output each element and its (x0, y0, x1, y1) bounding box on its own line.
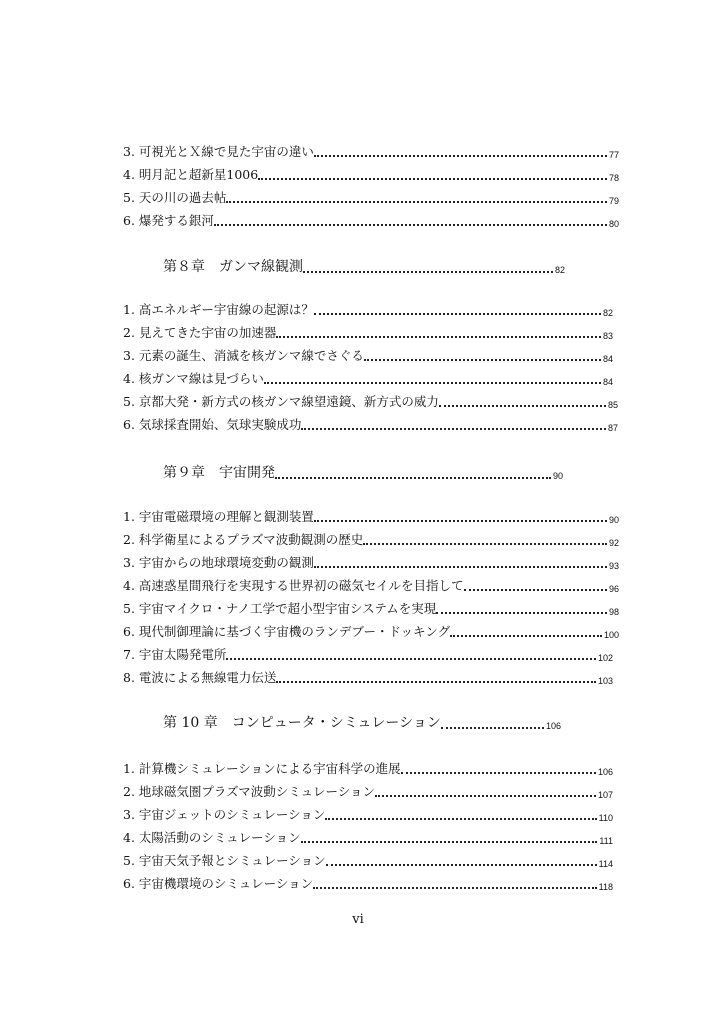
toc-entry (123, 211, 619, 229)
chapter-title: 第 10 章 コンピュータ・シミュレーション (163, 715, 441, 731)
toc-entry-label: 6. 宇宙機環境のシミュレーション (123, 876, 314, 891)
toc-entry-page: 102 (597, 653, 613, 663)
toc-entry-label: 1. 高エネルギー宇宙線の起源は？ (123, 302, 314, 317)
toc-entry (123, 507, 619, 525)
toc-entry-page: 79 (608, 196, 619, 206)
dot-leader (325, 818, 596, 820)
toc-entry-label: 4. 高速惑星間飛行を実現する世界初の磁気セイルを目指して (123, 578, 464, 593)
toc-entry-page: 100 (603, 630, 619, 640)
toc-entry-label: 6. 現代制御理論に基づく宇宙機のランデブー・ドッキング (123, 624, 451, 639)
toc-entry-page: 87 (607, 423, 618, 433)
toc-entry-page: 77 (608, 150, 619, 160)
dot-leader (401, 772, 596, 774)
dot-leader (214, 224, 607, 226)
toc-entry-label: 6. 爆発する銀河 (123, 213, 214, 228)
chapter-page: 106 (545, 721, 561, 731)
toc-entry-page: 92 (608, 538, 619, 548)
toc-entry-label: 5. 天の川の過去帖 (123, 190, 227, 205)
dot-leader (314, 566, 607, 568)
dot-leader (363, 543, 607, 545)
dot-leader (314, 155, 607, 157)
toc-entry (123, 782, 613, 800)
toc-entry-label: 4. 核ガンマ線は見づらい (123, 371, 264, 386)
toc-entry-page: 107 (597, 790, 613, 800)
toc-entry-page: 93 (608, 561, 619, 571)
toc-entry (123, 759, 613, 777)
toc-entry (123, 165, 619, 183)
toc-entry-label: 1. 計算機シミュレーションによる宇宙科学の進展 (123, 761, 401, 776)
toc-entry-label: 3. 可視光とＸ線で見た宇宙の違い (123, 144, 314, 159)
toc-entry-label: 3. 宇宙ジェットのシミュレーション (123, 807, 326, 822)
toc-entry-page: 96 (608, 584, 619, 594)
toc-entry-page: 90 (608, 515, 619, 525)
dot-leader (364, 359, 601, 361)
dot-leader (276, 336, 601, 338)
dot-leader (275, 477, 551, 479)
dot-leader (439, 405, 606, 407)
toc-entry-label: 5. 宇宙天気予報とシミュレーション (123, 853, 326, 868)
dot-leader (226, 658, 596, 660)
toc-entry-page: 106 (597, 767, 613, 777)
toc-entry (123, 668, 613, 686)
dot-leader (226, 201, 607, 203)
page-number: vi (352, 912, 364, 927)
dot-leader (276, 681, 596, 683)
toc-entry-label: 8. 電波による無線電力伝送 (123, 670, 277, 685)
dot-leader (264, 382, 601, 384)
toc-entry-label: 3. 宇宙からの地球環境変動の観測 (123, 555, 314, 570)
chapter-title: 第８章 ガンマ線観測 (163, 259, 303, 275)
toc-entry-page: 82 (602, 308, 613, 318)
toc-entry (123, 369, 613, 387)
toc-entry (123, 851, 613, 869)
dot-leader (375, 795, 596, 797)
toc-entry (123, 300, 613, 318)
chapter-title: 第９章 宇宙開発 (163, 465, 275, 481)
toc-entry-page: 114 (598, 859, 613, 869)
toc-entry (123, 599, 619, 617)
toc-entry (123, 188, 619, 206)
dot-leader (258, 178, 607, 180)
dot-leader (301, 428, 606, 430)
toc-entry-page: 98 (608, 607, 619, 617)
toc-entry-label: 1. 宇宙電磁環境の理解と観測装置 (123, 509, 314, 524)
chapter-heading-10 (163, 710, 561, 732)
toc-entry-page: 110 (598, 813, 613, 823)
dot-leader (450, 635, 602, 637)
toc-entry-page: 80 (608, 219, 619, 229)
dot-leader (303, 271, 553, 273)
toc-entry-label: 2. 科学衛星によるプラズマ波動観測の歴史 (123, 532, 364, 547)
toc-entry (123, 622, 619, 640)
dot-leader (313, 887, 596, 889)
dot-leader (441, 727, 544, 729)
toc-entry-label: 4. 明月記と超新星1006 (123, 167, 259, 182)
toc-entry (123, 142, 619, 160)
toc-entry-label: 4. 太陽活動のシミュレーション (123, 830, 301, 845)
toc-entry-page: 83 (602, 331, 613, 341)
toc-entry (123, 553, 619, 571)
toc-entry-page: 85 (607, 400, 618, 410)
toc-entry-label: 2. 地球磁気圏プラズマ波動シミュレーション (123, 784, 376, 799)
toc-entry (123, 530, 619, 548)
chapter-page: 82 (554, 265, 565, 275)
toc-entry (123, 645, 613, 663)
toc-entry (123, 323, 613, 341)
toc-entry-page: 78 (608, 173, 619, 183)
dot-leader (301, 841, 598, 843)
chapter-page: 90 (552, 471, 563, 481)
toc-entry-label: 5. 京都大発・新方式の核ガンマ線望遠鏡、新方式の威力 (123, 394, 439, 409)
toc-entry-page: 84 (602, 354, 613, 364)
toc-entry-page: 103 (597, 676, 613, 686)
toc-entry (123, 805, 613, 823)
chapter-heading-9 (163, 460, 563, 482)
dot-leader (314, 313, 601, 315)
toc-entry (123, 874, 613, 892)
toc-entry (123, 415, 618, 433)
toc-entry-label: 7. 宇宙太陽発電所 (123, 647, 227, 662)
dot-leader (464, 589, 607, 591)
toc-entry-page: 84 (602, 377, 613, 387)
toc-entry-label: 6. 気球採査開始、気球実験成功 (123, 417, 302, 432)
chapter-heading-8 (163, 254, 565, 276)
dot-leader (326, 864, 597, 866)
toc-entry (123, 346, 613, 364)
toc-entry-label: 2. 見えてきた宇宙の加速器 (123, 325, 277, 340)
toc-entry (123, 828, 613, 846)
toc-entry (123, 392, 618, 410)
toc-entry-label: 5. 宇宙マイクロ・ナノ工学で超小型宇宙システムを実現 (123, 601, 437, 616)
toc-entry (123, 576, 619, 594)
dot-leader (436, 612, 607, 614)
dot-leader (314, 520, 607, 522)
toc-entry-page: 111 (599, 836, 613, 846)
toc-entry-label: 3. 元素の誕生、消滅を核ガンマ線でさぐる (123, 348, 364, 363)
toc-entry-page: 118 (598, 882, 613, 892)
